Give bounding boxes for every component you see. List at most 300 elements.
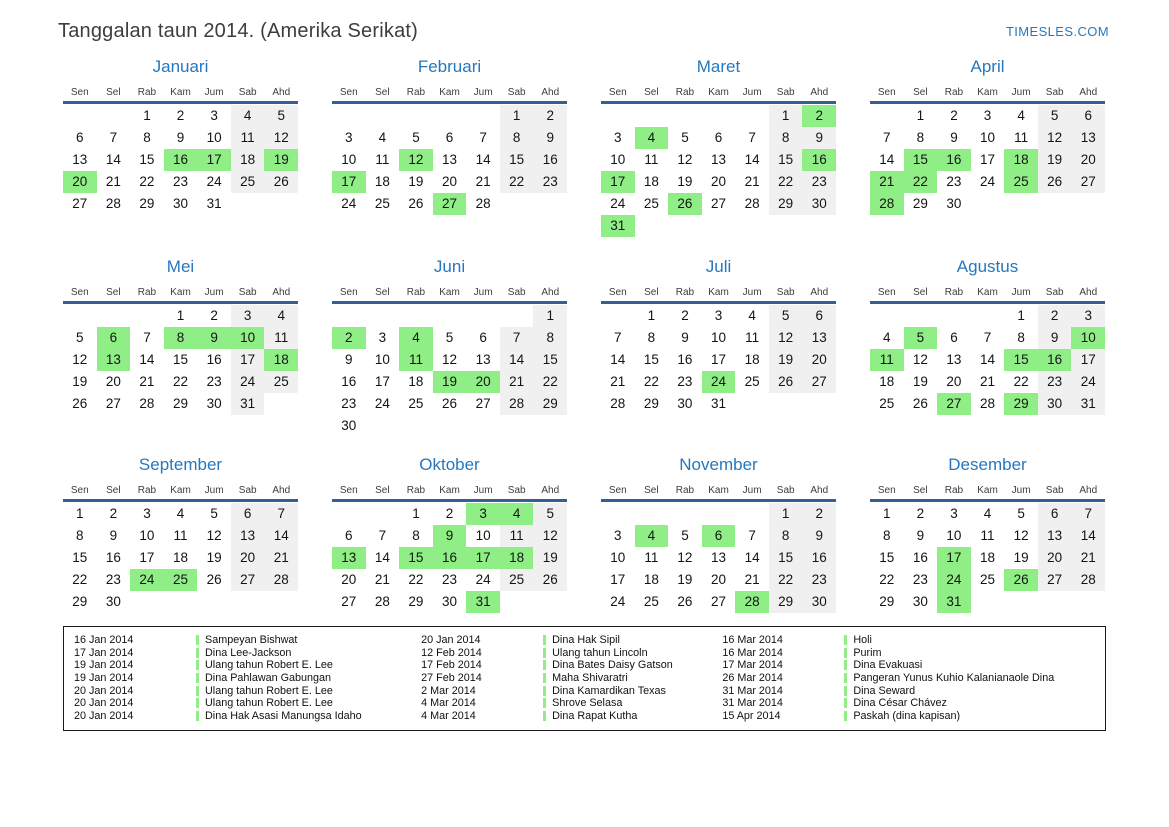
weekday-label: Sel [375,87,390,98]
week-row [332,349,567,371]
day-cell: 19 [677,174,693,189]
weekday-label: Kam [977,485,998,496]
empty-cell [366,105,400,127]
day-cell: 26 [668,193,702,215]
empty-cell [433,105,467,127]
month-title: Januari [152,57,209,76]
day-cell: 11 [644,152,659,167]
day-cell: 15 [500,149,534,171]
holiday-tick-icon [543,648,546,658]
day-cell: 27 [937,393,971,415]
day-cell: 6 [76,130,84,145]
day-cell: 20 [711,572,727,587]
legend-row [74,647,421,660]
day-cell: 1 [76,506,84,521]
day-cell: 19 [677,572,693,587]
week-row [601,305,836,327]
week-row [332,171,567,193]
day-cell: 16 [105,550,121,565]
day-cell: 18 [1004,149,1038,171]
weekday-label: Sel [644,485,659,496]
holiday-tick-icon [844,635,847,645]
day-cell: 6 [445,130,454,145]
empty-cell [533,591,567,613]
empty-cell [1038,193,1072,215]
day-cell: 25 [744,374,760,389]
holiday-date: 31 Mar 2014 [722,697,783,710]
day-cell: 13 [231,525,265,547]
header-rule [332,301,567,304]
day-cell: 14 [744,550,760,565]
holiday-tick-icon [844,648,847,658]
day-cell: 1 [769,105,803,127]
day-cell: 13 [97,349,131,371]
day-cell: 11 [399,349,433,371]
legend-row [722,634,1095,647]
week-row [63,193,298,215]
day-cell: 14 [374,550,390,565]
week-row [870,591,1105,613]
day-cell: 27 [711,594,727,609]
weekday-label: Jum [742,485,762,496]
day-cell: 4 [231,105,265,127]
holiday-name: Paskah (dina kapisan) [853,709,961,722]
day-cell: 4 [399,327,433,349]
day-cell: 4 [500,503,534,525]
day-cell: 23 [442,572,458,587]
day-cell: 30 [802,193,836,215]
day-cell: 7 [748,130,756,145]
day-cell: 1 [1017,308,1025,323]
month-september [63,453,298,613]
empty-cell [231,591,265,613]
weekday-label: Ahd [810,485,829,496]
day-cell: 30 [946,196,962,211]
months-grid [63,55,1106,613]
month-title: Mei [166,257,195,276]
day-cell: 11 [870,349,904,371]
day-cell: 14 [879,152,895,167]
empty-cell [264,193,298,215]
week-row [601,503,836,525]
holiday-name: Dina Hak Asasi Manungsa Idaho [205,709,362,722]
day-cell: 20 [1071,149,1105,171]
holiday-name: Dina Bates Daisy Gatson [552,659,673,672]
day-cell: 26 [72,396,88,411]
holiday-name: Ulang tahun Robert E. Lee [205,684,333,697]
holiday-tick-icon [196,660,199,670]
day-cell: 2 [1038,305,1072,327]
weekday-label: Sen [877,87,896,98]
day-cell: 26 [264,171,298,193]
legend-column [722,634,1095,722]
day-cell: 4 [1017,108,1025,123]
empty-cell [668,105,702,127]
day-cell: 22 [139,174,155,189]
week-row [332,525,567,547]
week-row [601,591,836,613]
day-cell: 21 [870,171,904,193]
day-cell: 28 [105,196,121,211]
day-cell: 28 [610,396,626,411]
weekday-label: Sel [913,485,928,496]
weekday-label: Jum [742,87,762,98]
day-cell: 13 [711,550,727,565]
week-row [870,149,1105,171]
month-oktober [332,453,567,613]
holiday-name: Dina Seward [853,684,916,697]
day-cell: 23 [341,396,357,411]
day-cell: 15 [173,352,189,367]
legend-row [421,634,722,647]
holiday-name: Ulang tahun Robert E. Lee [205,659,333,672]
day-cell: 21 [500,371,534,393]
day-cell: 14 [744,152,760,167]
day-cell: 17 [711,352,727,367]
day-cell: 6 [702,525,736,547]
empty-cell [971,193,1005,215]
day-cell: 12 [533,525,567,547]
day-cell: 15 [399,547,433,569]
holiday-date: 4 Mar 2014 [421,709,476,722]
empty-cell [635,105,669,127]
empty-cell [466,105,500,127]
day-cell: 20 [1038,547,1072,569]
day-cell: 21 [374,572,390,587]
day-cell: 17 [466,547,500,569]
holiday-date: 16 Jan 2014 [74,634,134,647]
legend-box [63,626,1106,731]
day-cell: 8 [500,127,534,149]
empty-cell [870,305,904,327]
holiday-date: 20 Jan 2014 [74,709,134,722]
empty-cell [500,415,534,437]
day-cell: 11 [231,127,265,149]
day-cell: 9 [176,130,185,145]
empty-cell [130,305,164,327]
day-cell: 27 [1071,171,1105,193]
day-cell: 10 [946,528,962,543]
day-cell: 6 [97,327,131,349]
weekday-label: Sen [608,87,627,98]
empty-cell [601,503,635,525]
empty-cell [668,503,702,525]
week-row [332,327,567,349]
legend-row [74,634,421,647]
week-row [63,547,298,569]
day-cell: 14 [475,152,491,167]
day-cell: 28 [744,196,760,211]
week-row [332,105,567,127]
holiday-tick-icon [196,698,199,708]
day-cell: 3 [983,108,992,123]
day-cell: 8 [1017,330,1025,345]
weekday-label: Sen [608,287,627,298]
day-cell: 15 [1004,349,1038,371]
day-cell: 5 [210,506,218,521]
empty-cell [601,305,635,327]
day-cell: 28 [735,591,769,613]
legend-row [722,647,1095,660]
holiday-tick-icon [196,635,199,645]
day-cell: 11 [1014,130,1029,145]
day-cell: 1 [500,105,534,127]
week-row [63,349,298,371]
day-cell: 27 [341,594,357,609]
weekday-label: Jum [204,287,224,298]
day-cell: 17 [374,374,390,389]
weekday-label: Sen [608,485,627,496]
legend-row [74,710,421,723]
day-cell: 31 [206,196,222,211]
week-row [332,547,567,569]
header-rule [63,101,298,104]
day-cell: 3 [614,130,622,145]
day-cell: 29 [769,591,803,613]
day-cell: 13 [946,352,962,367]
weekday-label: Sel [106,485,121,496]
holiday-name-wrap [196,659,333,671]
day-cell: 12 [442,352,458,367]
holiday-date: 16 Mar 2014 [722,634,783,647]
empty-cell [164,591,198,613]
empty-cell [366,305,400,327]
day-cell: 8 [412,528,420,543]
day-cell: 17 [1071,349,1105,371]
holiday-date: 17 Jan 2014 [74,646,134,659]
week-row [601,171,836,193]
day-cell: 18 [231,149,265,171]
day-cell: 18 [173,550,189,565]
empty-cell [366,415,400,437]
day-cell: 10 [231,327,265,349]
weekday-label: Sab [507,87,526,98]
weekday-label: Kam [977,287,998,298]
day-cell: 9 [802,525,836,547]
day-cell: 1 [533,305,567,327]
week-row [63,327,298,349]
day-cell: 22 [769,171,803,193]
week-row [63,503,298,525]
day-cell: 18 [408,374,424,389]
day-cell: 17 [937,547,971,569]
day-cell: 2 [109,506,118,521]
empty-cell [399,415,433,437]
holiday-name-wrap [196,672,331,684]
empty-cell [264,591,298,613]
weekday-label: Sel [106,87,121,98]
day-cell: 21 [139,374,155,389]
holiday-name: Maha Shivaratri [552,672,628,685]
day-cell: 25 [164,569,198,591]
weekday-label: Sen [339,485,358,496]
day-cell: 4 [748,308,756,323]
day-cell: 29 [72,594,88,609]
week-row [332,415,567,437]
empty-cell [433,305,467,327]
day-cell: 12 [769,327,803,349]
day-cell: 20 [466,371,500,393]
empty-cell [1004,193,1038,215]
empty-cell [802,215,836,237]
weekday-label: Sab [238,87,257,98]
day-cell: 2 [802,503,836,525]
day-cell: 24 [341,196,357,211]
header-rule [601,499,836,502]
day-cell: 8 [143,130,151,145]
day-cell: 7 [748,528,756,543]
empty-cell [769,215,803,237]
day-cell: 20 [946,374,962,389]
day-cell: 27 [711,196,727,211]
empty-cell [500,305,534,327]
weekday-header [870,485,1105,496]
legend-row [421,647,722,660]
day-cell: 16 [937,149,971,171]
empty-cell [197,591,231,613]
holiday-name: Holi [853,634,872,647]
holiday-name-wrap [844,659,922,671]
day-cell: 8 [647,330,656,345]
holiday-name-wrap [196,634,297,646]
legend-row [421,697,722,710]
weekday-label: Jum [473,485,493,496]
day-cell: 12 [1013,528,1029,543]
day-cell: 14 [105,152,121,167]
holiday-tick-icon [196,673,199,683]
day-cell: 2 [445,506,454,521]
empty-cell [97,105,131,127]
day-cell: 15 [879,550,895,565]
month-title: Oktober [419,455,480,474]
day-cell: 10 [374,352,390,367]
day-cell: 2 [176,108,185,123]
holiday-date: 19 Jan 2014 [74,659,134,672]
week-row [870,503,1105,525]
day-cell: 22 [500,171,534,193]
holiday-name-wrap [844,710,960,722]
page-title: Tanggalan taun 2014. (Amerika Serikat) [58,20,419,42]
day-cell: 20 [711,174,727,189]
weekday-label: Jum [1011,87,1031,98]
day-cell: 10 [711,330,727,345]
day-cell: 3 [231,305,265,327]
weekday-header [63,485,298,496]
brand-link[interactable]: TIMESLES.COM [1005,24,1109,39]
holiday-name: Dina Kamardikan Texas [552,684,666,697]
month-agustus [870,255,1105,453]
day-cell: 24 [980,174,996,189]
day-cell: 8 [916,130,925,145]
legend-row [421,684,722,697]
day-cell: 9 [1038,327,1072,349]
week-row [63,371,298,393]
day-cell: 29 [139,196,155,211]
day-cell: 1 [412,506,420,521]
day-cell: 29 [173,396,189,411]
weekday-label: Rab [675,87,695,98]
day-cell: 12 [206,528,222,543]
day-cell: 5 [445,330,454,345]
empty-cell [63,105,97,127]
day-cell: 6 [1071,105,1105,127]
week-row [870,105,1105,127]
day-cell: 23 [1038,371,1072,393]
empty-cell [264,393,298,415]
day-cell: 28 [374,594,390,609]
day-cell: 6 [1038,503,1072,525]
day-cell: 8 [883,528,891,543]
day-cell: 26 [677,594,693,609]
legend-row [421,672,722,685]
day-cell: 2 [950,108,958,123]
empty-cell [635,215,669,237]
day-cell: 6 [802,305,836,327]
day-cell: 27 [231,569,265,591]
day-cell: 19 [769,349,803,371]
day-cell: 25 [264,371,298,393]
day-cell: 25 [500,569,534,591]
day-cell: 5 [904,327,938,349]
day-cell: 6 [231,503,265,525]
holiday-name-wrap [844,634,872,646]
week-row [332,371,567,393]
month-title: September [138,455,223,474]
holiday-date: 12 Feb 2014 [421,646,482,659]
holiday-tick-icon [543,660,546,670]
week-row [332,393,567,415]
day-cell: 6 [345,528,353,543]
weekday-label: Jum [1011,287,1031,298]
holiday-name-wrap [844,672,1054,684]
day-cell: 7 [143,330,151,345]
day-cell: 8 [164,327,198,349]
day-cell: 8 [533,327,567,349]
day-cell: 25 [374,196,390,211]
day-cell: 21 [264,547,298,569]
weekday-label: Sab [776,485,795,496]
day-cell: 12 [399,149,433,171]
holiday-date: 15 Apr 2014 [722,709,781,722]
day-cell: 13 [1038,525,1072,547]
week-row [870,327,1105,349]
holiday-date: 20 Jan 2014 [74,697,134,710]
week-row [63,591,298,613]
day-cell: 16 [1038,349,1072,371]
day-cell: 23 [533,171,567,193]
empty-cell [971,305,1005,327]
day-cell: 18 [643,572,659,587]
week-row [63,525,298,547]
weekday-label: Sab [507,287,526,298]
day-cell: 10 [475,528,491,543]
empty-cell [97,305,131,327]
week-row [601,547,836,569]
day-cell: 26 [1038,171,1072,193]
holiday-tick-icon [196,686,199,696]
day-cell: 13 [1071,127,1105,149]
holiday-name: Sampeyan Bishwat [205,634,298,647]
header-rule [870,101,1105,104]
day-cell: 20 [341,572,357,587]
holiday-date: 17 Mar 2014 [722,659,783,672]
weekday-label: Sen [70,87,89,98]
day-cell: 1 [769,503,803,525]
day-cell: 15 [769,149,803,171]
day-cell: 4 [635,525,669,547]
day-cell: 27 [105,396,121,411]
day-cell: 22 [643,374,659,389]
